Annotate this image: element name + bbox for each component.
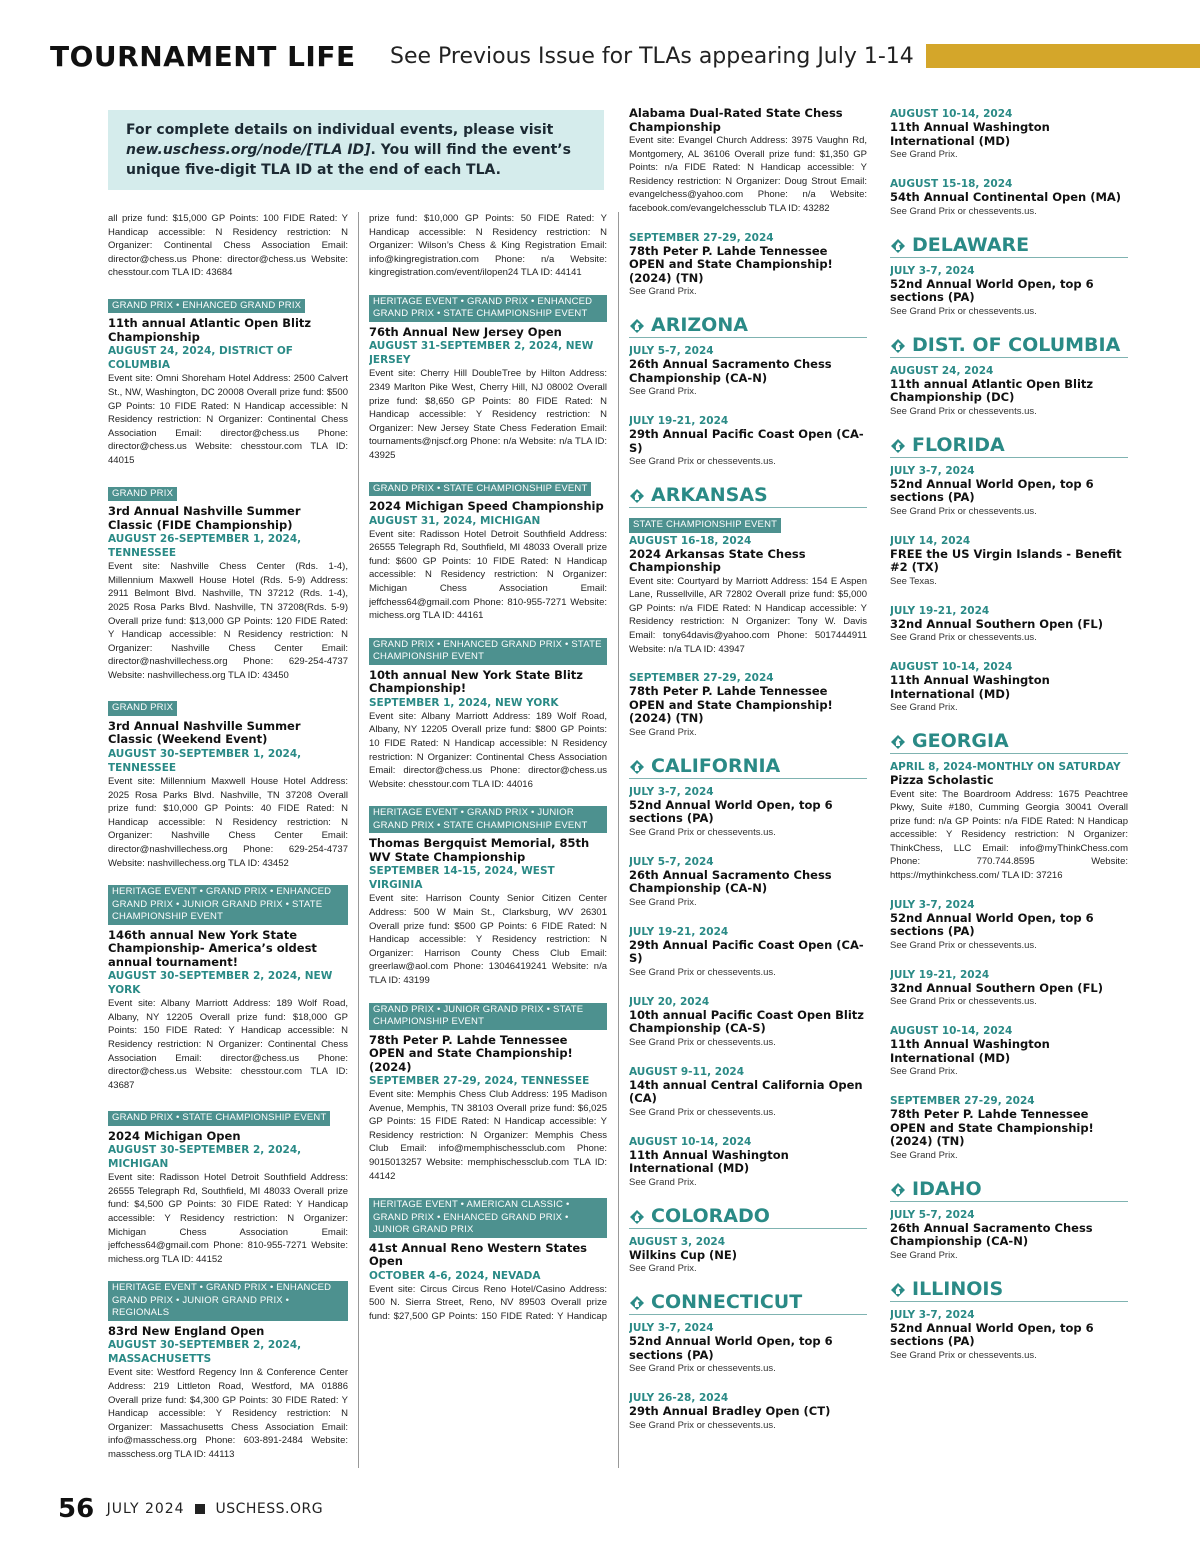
entry-date: AUGUST 24, 2024 <box>890 364 994 377</box>
event-body: Event site: Albany Marriott Address: 189 Wolf Road, Albany, NY 12205 Overall prize fund: $800 GP Points: 10 FIDE Rated: N Handicap accessible: N Residency restriction: N Organizer: Continental Chess Association Email: director@chess.us Phone: director@chess.us Website: chesstour.com TLA ID: 44016 <box>369 710 607 790</box>
event-item <box>890 760 1128 883</box>
state-name: ARIZONA <box>651 314 748 337</box>
entry-title: 10th annual Pacific Coast Open Blitz Championship (CA-S) <box>629 1007 864 1036</box>
state-name: ILLINOIS <box>912 1277 1004 1300</box>
entry-title: 11th Annual Washington International (MD) <box>890 1037 1050 1065</box>
event-item <box>108 697 348 870</box>
entry-date: JULY 20, 2024 <box>629 995 710 1008</box>
entry-date: AUGUST 10-14, 2024 <box>629 1135 752 1148</box>
entry-title: 14th annual Central California Open (CA) <box>629 1077 863 1106</box>
entry-date: JULY 3-7, 2024 <box>890 464 975 477</box>
entry-date: JULY 19-21, 2024 <box>890 604 990 617</box>
event-title: Pizza Scholastic <box>890 773 994 787</box>
knight-icon <box>890 1181 906 1197</box>
event-tags: GRAND PRIX <box>108 487 177 502</box>
event-title: 10th annual New York State Blitz Championship! <box>369 667 583 696</box>
entry-title: 78th Peter P. Lahde Tennessee OPEN and State Championship! (2024) (TN) <box>890 1107 1094 1149</box>
knight-icon <box>890 337 906 353</box>
state-heading <box>629 314 867 338</box>
entry-see-also: See Grand Prix. <box>890 702 958 713</box>
state-heading <box>890 234 1128 258</box>
event-body: Event site: Westford Regency Inn & Conference Center Address: 219 Littleton Road, Westford, MA 01886 Overall prize fund: $4,300 GP Points: 30 FIDE Rated: Y Handicap accessible: Y Residency restriction: N Organizer: Massachusetts Chess Association Email: info@masschess.org Phone: 603-891-2484 Website: masschess.org TLA ID: 44113 <box>108 1367 348 1460</box>
event-item <box>108 483 348 683</box>
event-body: Event site: Albany Marriott Address: 189 Wolf Road, Albany, NY 12205 Overall prize fund: $18,000 GP Points: 150 FIDE Rated: Y Handicap accessible: N Residency restriction: N Organizer: Continental Chess Association Email: director@chess.us Phone: director@chess.us Website: chesstour.com TLA ID: 43687 <box>108 998 348 1091</box>
listing-entry <box>629 414 867 468</box>
entry-see-also: See Grand Prix or chessevents.us. <box>890 305 1037 317</box>
event-date: AUGUST 24, 2024, DISTRICT OF COLUMBIA <box>108 345 293 372</box>
entry-see-also: See Grand Prix or chessevents.us. <box>890 939 1037 951</box>
entry-see-also: See Grand Prix or chessevents.us. <box>890 632 1037 643</box>
event-body: Event site: Radisson Hotel Detroit Southfield Address: 26555 Telegraph Rd, Southfield, MI 48033 Overall prize fund: $600 GP Points: 10 FIDE Rated: N Handicap accessible: N Residency restriction: N Organizer: Michigan Chess Association Email: jeffchess64@gmail.com Phone: 810-955-7271 Website: michess.org TLA ID: 44161 <box>369 528 607 622</box>
entry-date: JULY 19-21, 2024 <box>890 968 990 981</box>
entry-see-also: See Grand Prix or chessevents.us. <box>890 505 1037 517</box>
entry-see-also: See Grand Prix or chessevents.us. <box>890 996 1037 1008</box>
entry-title: 52nd Annual World Open, top 6 sections (PA) <box>629 797 833 826</box>
event-item <box>629 514 867 656</box>
entry-see-also: See Grand Prix or chessevents.us. <box>629 456 776 468</box>
event-item <box>369 1198 607 1322</box>
entry-see-also: See Grand Prix or chessevents.us. <box>629 1036 776 1048</box>
event-title: 146th annual New York State Championship- America’s oldest annual tournament! <box>108 927 317 969</box>
state-block <box>629 755 867 1189</box>
event-body: Event site: Courtyard by Marriott Address: 154 E Aspen Lane, Russellville, AR 72802 Overall prize fund: $5,000 GP Points: n/a FIDE Rated: N Handicap accessible: Y Residency restriction: N Organizer: Tony W. Davis Email: tony64davis@yahoo.com Phone: 5017444911 Website: n/a TLA ID: 43947 <box>629 575 867 655</box>
event-tags: HERITAGE EVENT • GRAND PRIX • ENHANCED GRAND PRIX • STATE CHAMPIONSHIP EVENT <box>369 295 607 322</box>
entry-title: 78th Peter P. Lahde Tennessee OPEN and State Championship! (2024) (TN) <box>629 684 833 726</box>
entry-list <box>629 1321 867 1432</box>
entry-date: AUGUST 10-14, 2024 <box>890 661 1013 673</box>
event-item <box>369 806 607 987</box>
entry-list <box>629 785 867 1189</box>
entry-title: 29th Annual Bradley Open (CT) <box>629 1404 831 1419</box>
event-item <box>108 885 348 1092</box>
knight-icon <box>890 437 906 453</box>
entry-date: JULY 19-21, 2024 <box>629 415 729 428</box>
listing-entry <box>629 671 867 739</box>
listing-entry <box>629 855 867 909</box>
info-line1: For complete details on individual events, please visit <box>126 122 554 138</box>
event-item <box>369 295 607 463</box>
event-item <box>629 107 867 216</box>
entry-title: 26th Annual Sacramento Chess Championship (CA-N) <box>890 1220 1093 1249</box>
column-4 <box>890 107 1128 1467</box>
state-block <box>890 434 1128 715</box>
state-block <box>890 234 1128 318</box>
event-date: APRIL 8, 2024-MONTHLY ON SATURDAY <box>890 761 1121 773</box>
state-heading-georgia: GEORGIA <box>890 730 1128 754</box>
event-date: SEPTEMBER 14-15, 2024, WEST VIRGINIA <box>369 865 555 892</box>
event-item <box>108 295 348 468</box>
event-date: SEPTEMBER 1, 2024, NEW YORK <box>369 696 559 709</box>
knight-icon <box>890 237 906 253</box>
event-date: SEPTEMBER 27-29, 2024, TENNESSEE <box>369 1075 590 1087</box>
event-body: Event site: Nashville Chess Center (Rds. 1-4), Millennium Maxwell House Hotel (Rds. 5-9) Address: 2911 Belmont Blvd. Nashville, TN 37212 (Rds. 1-4), 2025 Rosa Parks Blvd. Nashville, TN 37208(Rds. 5-9) Overall prize fund: $13,000 GP Points: 120 FIDE Rated: Y Handicap accessible: N Residency restriction: N Organizer: Nashville Chess Center Email: director@nashvillechess.org Phone: 629-254-4737 Website: nashvillechess.org TLA ID: 43450 <box>108 561 348 681</box>
event-tags: STATE CHAMPIONSHIP EVENT <box>629 518 781 533</box>
entry-title: 52nd Annual World Open, top 6 sections (PA) <box>629 1334 833 1362</box>
entry-see-also: See Grand Prix. <box>629 896 697 908</box>
event-title: 41st Annual Reno Western States Open <box>369 1240 588 1269</box>
event-list <box>108 295 348 1472</box>
entry-see-also: See Grand Prix or chessevents.us. <box>629 1106 776 1118</box>
event-date: AUGUST 31, 2024, MICHIGAN <box>369 514 541 527</box>
column-3 <box>629 107 867 1467</box>
entry-date: JULY 3-7, 2024 <box>890 898 975 911</box>
entry-see-also: See Texas. <box>890 575 937 587</box>
entry-see-also: See Grand Prix or chessevents.us. <box>890 1349 1037 1361</box>
continued-text: all prize fund: $15,000 GP Points: 100 FIDE Rated: Y Handicap accessible: N Residency restriction: N Organizer: Continental Chess Association Email: director@chess.us Phone: director@chess.us Website: chesstour.com TLA ID: 43684 <box>108 213 348 279</box>
state-heading <box>890 434 1128 458</box>
event-tags: GRAND PRIX • JUNIOR GRAND PRIX • STATE CHAMPIONSHIP EVENT <box>369 1003 607 1030</box>
event-item <box>369 1003 607 1184</box>
listing-entry <box>890 898 1128 952</box>
entry-date: JULY 3-7, 2024 <box>890 1308 975 1321</box>
entry-list <box>890 464 1128 715</box>
event-tags: HERITAGE EVENT • AMERICAN CLASSIC • GRAND PRIX • ENHANCED GRAND PRIX • JUNIOR GRAND PRIX <box>369 1198 607 1238</box>
entry-list <box>890 107 1128 218</box>
state-name: FLORIDA <box>912 433 1005 456</box>
state-block <box>629 1205 867 1276</box>
listing-entry <box>890 1094 1128 1162</box>
entry-title: FREE the US Virgin Islands - Benefit #2 (TX) <box>890 546 1122 574</box>
entry-title: 32nd Annual Southern Open (FL) <box>890 980 1104 995</box>
event-title: 3rd Annual Nashville Summer Classic (FIDE Championship) <box>108 504 301 532</box>
event-tags: GRAND PRIX • ENHANCED GRAND PRIX <box>108 299 305 314</box>
entry-see-also: See Grand Prix. <box>629 726 697 738</box>
entry-see-also: See Grand Prix. <box>629 286 697 298</box>
listing-entry <box>629 925 867 979</box>
listing-entry <box>629 1135 867 1189</box>
event-title: 83rd New England Open <box>108 1323 265 1338</box>
event-body: Event site: Omni Shoreham Hotel Address: 2500 Calvert St., NW, Washington, DC 20008 Overall prize fund: $500 GP Points: 10 FIDE Rated: N Handicap accessible: N Residency restriction: N Organizer: Continental Chess Association Email: director@chess.us Phone: director@chess.us Website: chesstour.com TLA ID: 44015 <box>108 373 348 467</box>
entry-date: AUGUST 10-14, 2024 <box>890 1025 1013 1038</box>
listing-entry <box>890 1024 1128 1078</box>
page-footer <box>58 1494 323 1524</box>
listing-entry <box>890 660 1128 714</box>
state-name: DIST. OF COLUMBIA <box>912 333 1121 356</box>
page-number: 56 <box>58 1494 95 1524</box>
footer-square-divider <box>195 1504 205 1514</box>
state-block <box>890 1278 1128 1362</box>
event-title: Thomas Bergquist Memorial, 85th WV State Championship <box>369 836 590 864</box>
entry-see-also: See Grand Prix or chessevents.us. <box>890 205 1037 217</box>
entry-title: 78th Peter P. Lahde Tennessee OPEN and State Championship! (2024) (TN) <box>629 243 833 285</box>
event-title: 76th Annual New Jersey Open <box>369 324 562 339</box>
event-body: Event site: Cherry Hill DoubleTree by Hilton Address: 2349 Marlton Pike West, Cherry Hill, NJ 08002 Overall prize fund: $8,650 GP Points: 80 FIDE Rated: N Handicap accessible: Y Residency restriction: N Organizer: New Jersey State Chess Federation Email: tournaments@njscf.org Phone: n/a Website: n/a TLA ID: 43925 <box>369 368 607 462</box>
event-date: AUGUST 30-SEPTEMBER 2, 2024, MASSACHUSETTS <box>108 1339 302 1366</box>
entry-title: 26th Annual Sacramento Chess Championship (CA-N) <box>629 357 832 385</box>
state-name: IDAHO <box>912 1177 982 1200</box>
entry-see-also: See Grand Prix or chessevents.us. <box>890 405 1037 417</box>
state-name: DELAWARE <box>912 233 1030 256</box>
event-title: 3rd Annual Nashville Summer Classic (Weekend Event) <box>108 718 301 747</box>
knight-icon <box>890 733 906 749</box>
event-tags: GRAND PRIX • STATE CHAMPIONSHIP EVENT <box>369 482 591 497</box>
info-line2: . You will find the event’s unique five-digit TLA ID at the end of each TLA. <box>126 142 571 178</box>
entry-see-also: See Grand Prix or chessevents.us. <box>629 966 776 978</box>
event-date: AUGUST 30-SEPTEMBER 1, 2024, TENNESSEE <box>108 747 302 774</box>
state-block <box>890 1178 1128 1262</box>
state-name: COLORADO <box>651 1204 770 1227</box>
knight-icon <box>629 1208 645 1224</box>
entry-date: JULY 3-7, 2024 <box>629 1322 714 1335</box>
listing-entry <box>629 995 867 1049</box>
listing-entry <box>629 1065 867 1119</box>
entry-see-also: See Grand Prix or chessevents.us. <box>629 1363 776 1375</box>
event-list <box>369 295 607 1322</box>
entry-see-also: See Grand Prix. <box>890 1066 958 1078</box>
event-date: AUGUST 30-SEPTEMBER 2, 2024, MICHIGAN <box>108 1144 302 1171</box>
listing-entry <box>629 344 867 398</box>
listing-entry <box>890 1208 1128 1262</box>
issue-date: JULY 2024 <box>106 1501 185 1517</box>
state-name: CALIFORNIA <box>651 754 781 777</box>
entry-list <box>629 671 867 739</box>
knight-icon <box>629 487 645 503</box>
event-body: Event site: Millennium Maxwell House Hotel Address: 2025 Rosa Parks Blvd. Nashville, TN 37208 Overall prize fund: $10,000 GP Points: 40 FIDE Rated: N Handicap accessible: N Residency restriction: N Organizer: Nashville Chess Center Email: director@nashvillechess.org Phone: 629-254-4737 Website: nashvillechess.org TLA ID: 43452 <box>108 775 348 869</box>
entry-list <box>890 1308 1128 1362</box>
entry-title: Wilkins Cup (NE) <box>629 1247 738 1262</box>
event-tags: GRAND PRIX <box>108 701 177 716</box>
entry-list <box>629 344 867 468</box>
entry-list <box>890 364 1128 418</box>
entry-list <box>629 231 867 299</box>
entry-title: 32nd Annual Southern Open (FL) <box>890 616 1104 631</box>
event-body: Event site: Circus Circus Reno Hotel/Casino Address: 500 N. Sierra Street, Reno, NV 89503 Overall prize fund: $27,500 GP Points: 150 FIDE Rated: Y Handicap <box>369 1283 607 1322</box>
entry-date: JULY 3-7, 2024 <box>629 785 714 798</box>
entry-date: SEPTEMBER 27-29, 2024 <box>890 1095 1035 1108</box>
entry-date: AUGUST 15-18, 2024 <box>890 178 1013 190</box>
entry-date: JULY 19-21, 2024 <box>629 925 729 938</box>
footer-site[interactable]: USCHESS.ORG <box>215 1501 324 1517</box>
event-date: AUGUST 30-SEPTEMBER 2, 2024, NEW YORK <box>108 970 333 997</box>
entry-see-also: See Grand Prix or chessevents.us. <box>629 826 776 838</box>
entry-date: JULY 5-7, 2024 <box>629 345 714 358</box>
event-title: 78th Peter P. Lahde Tennessee OPEN and State Championship! (2024) <box>369 1032 573 1074</box>
entry-see-also: See Grand Prix. <box>890 149 958 160</box>
info-url[interactable]: new.uschess.org/node/[TLA ID] <box>126 142 371 158</box>
entry-date: AUGUST 10-14, 2024 <box>890 108 1013 120</box>
event-date: AUGUST 16-18, 2024 <box>629 534 752 547</box>
listing-entry <box>629 1321 867 1375</box>
listing-entry <box>629 1391 867 1432</box>
page-section-subtitle: See Previous Issue for TLAs appearing July 1-14 <box>390 44 914 69</box>
listing-entry <box>890 534 1128 588</box>
state-heading-arkansas: ARKANSAS <box>629 484 867 508</box>
state-heading <box>890 1278 1128 1302</box>
event-item <box>369 478 607 623</box>
listing-entry <box>890 177 1128 218</box>
event-title: 11th annual Atlantic Open Blitz Championship <box>108 316 312 344</box>
knight-icon <box>629 317 645 333</box>
event-body: Event site: Radisson Hotel Detroit Southfield Address: 26555 Telegraph Rd, Southfield, MI 48033 Overall prize fund: $4,500 GP Points: 30 FIDE Rated: Y Handicap accessible: Y Residency restriction: N Organizer: Michigan Chess Association Email: jeffchess64@gmail.com Phone: 810-955-7271 Website: michess.org TLA ID: 44152 <box>108 1172 348 1265</box>
event-tags: HERITAGE EVENT • GRAND PRIX • ENHANCED GRAND PRIX • JUNIOR GRAND PRIX • REGIONALS <box>108 1281 348 1321</box>
column-divider <box>618 212 619 1468</box>
entry-date: JULY 3-7, 2024 <box>890 264 975 277</box>
listing-entry <box>890 604 1128 645</box>
entry-date: JULY 5-7, 2024 <box>890 1208 975 1221</box>
entry-title: 52nd Annual World Open, top 6 sections (PA) <box>890 1320 1094 1349</box>
page-section-title: TOURNAMENT LIFE <box>50 40 356 73</box>
entry-title: 29th Annual Pacific Coast Open (CA-S) <box>629 937 864 966</box>
listing-entry <box>629 231 867 299</box>
knight-icon <box>629 1294 645 1310</box>
listing-entry <box>629 785 867 839</box>
event-item <box>369 638 607 792</box>
event-date: OCTOBER 4-6, 2024, NEVADA <box>369 1269 541 1282</box>
state-heading <box>629 755 867 779</box>
entry-date: AUGUST 3, 2024 <box>629 1235 726 1248</box>
entry-see-also: See Grand Prix. <box>890 1149 958 1161</box>
column-1 <box>108 212 348 1472</box>
entry-title: 52nd Annual World Open, top 6 sections (PA) <box>890 476 1094 504</box>
entry-see-also: See Grand Prix. <box>629 386 697 398</box>
event-tags: HERITAGE EVENT • GRAND PRIX • JUNIOR GRAND PRIX • STATE CHAMPIONSHIP EVENT <box>369 806 607 833</box>
event-tags: GRAND PRIX • STATE CHAMPIONSHIP EVENT <box>108 1111 330 1126</box>
event-date: AUGUST 26-SEPTEMBER 1, 2024, TENNESSEE <box>108 533 302 560</box>
info-box <box>108 110 604 190</box>
state-heading <box>629 1205 867 1229</box>
event-title: 2024 Arkansas State Chess Championship <box>629 546 806 575</box>
listing-entry <box>890 1308 1128 1362</box>
entry-title: 11th annual Atlantic Open Blitz Championship (DC) <box>890 376 1094 404</box>
event-date: AUGUST 31-SEPTEMBER 2, 2024, NEW JERSEY <box>369 340 594 367</box>
event-body: Event site: The Boardroom Address: 1675 Peachtree Pkwy, Suite #180, Cumming Georgia 30041 Overall prize fund: n/a GP Points: n/a FIDE Rated: N Handicap accessible: Y Residency restriction: N Organizer: ThinkChess, LLC Email: info@myThinkChess.com Phone: 770.744.8595 Website: https://mythinkchess.com/ TLA ID: 37216 <box>890 788 1128 882</box>
listing-entry <box>890 464 1128 518</box>
entry-title: 11th Annual Washington International (MD) <box>629 1147 789 1176</box>
event-body: Event site: Memphis Chess Club Address: 195 Madison Avenue, Memphis, TN 38103 Overall prize fund: $6,025 GP Points: 15 FIDE Rated: N Handicap accessible: Y Residency restriction: N Organizer: Memphis Chess Club Email: info@memphischessclub.com Phone: 9015013257 Website: memphischessclub.com TLA ID: 44142 <box>369 1089 607 1182</box>
entry-title: 52nd Annual World Open, top 6 sections (PA) <box>890 910 1094 939</box>
entry-title: 52nd Annual World Open, top 6 sections (PA) <box>890 276 1094 304</box>
entry-title: 54th Annual Continental Open (MA) <box>890 190 1122 204</box>
entry-date: JULY 26-28, 2024 <box>629 1392 729 1405</box>
state-block <box>890 334 1128 418</box>
event-title: 2024 Michigan Open <box>108 1128 241 1143</box>
continued-text: prize fund: $10,000 GP Points: 50 FIDE Rated: Y Handicap accessible: N Residency restriction: N Organizer: Wilson’s Chess & King Registration Email: info@kingregistration.com Phone: n/a Website: kingregistration.com/event/ilopen24 TLA ID: 44141 <box>369 213 607 279</box>
listing-entry <box>890 364 1128 418</box>
event-title: 2024 Michigan Speed Championship <box>369 499 604 514</box>
state-name: CONNECTICUT <box>651 1291 803 1314</box>
entry-title: 11th Annual Washington International (MD) <box>890 673 1050 701</box>
state-heading <box>890 1178 1128 1202</box>
event-item <box>108 1281 348 1461</box>
entry-date: JULY 5-7, 2024 <box>629 855 714 868</box>
event-body: Event site: Harrison County Senior Citizen Center Address: 500 W Main St., Clarksburg, WV 26301 Overall prize fund: $500 GP Points: 6 FIDE Rated: N Handicap accessible: Y Residency restriction: N Organizer: Harrison County Chess Club Email: greerlaw@aol.com Phone: 13046419241 Website: n/a TLA ID: 43199 <box>369 893 607 986</box>
event-title: Alabama Dual-Rated State Chess Championship <box>629 107 843 134</box>
listing-entry <box>890 968 1128 1009</box>
entry-see-also: See Grand Prix. <box>629 1176 697 1188</box>
entry-see-also: See Grand Prix. <box>890 1249 958 1261</box>
entry-list <box>629 1235 867 1276</box>
entry-date: JULY 14, 2024 <box>890 534 971 547</box>
entry-title: 11th Annual Washington International (MD) <box>890 120 1050 148</box>
entry-date: SEPTEMBER 27-29, 2024 <box>629 672 774 685</box>
state-block <box>629 1291 867 1432</box>
entry-list <box>890 264 1128 318</box>
state-heading <box>629 1291 867 1315</box>
state-block <box>629 314 867 468</box>
event-tags: HERITAGE EVENT • GRAND PRIX • ENHANCED GRAND PRIX • JUNIOR GRAND PRIX • STATE CHAMPIONSHIP EVENT <box>108 885 348 925</box>
column-divider <box>358 212 359 1468</box>
entry-see-also: See Grand Prix. <box>629 1263 697 1275</box>
entry-list <box>890 1208 1128 1262</box>
header-accent-bar <box>926 44 1200 68</box>
entry-see-also: See Grand Prix or chessevents.us. <box>629 1419 776 1431</box>
listing-entry <box>629 1235 867 1276</box>
entry-date: SEPTEMBER 27-29, 2024 <box>629 231 774 244</box>
event-item <box>108 1107 348 1266</box>
state-heading <box>890 334 1128 358</box>
event-body: Event site: Evangel Church Address: 3975 Vaughn Rd, Montgomery, AL 36106 Overall prize fund: $1,350 GP Points: n/a FIDE Rated: N Handicap accessible: Y Residency restriction: N Organizer: Doug Strout Email: evangelchess@yahoo.com Phone: n/a Website: facebook.com/evangelchessclub TLA ID: 43282 <box>629 135 867 214</box>
entry-title: 26th Annual Sacramento Chess Championship (CA-N) <box>629 867 832 896</box>
event-tags: GRAND PRIX • ENHANCED GRAND PRIX • STATE CHAMPIONSHIP EVENT <box>369 638 607 665</box>
entry-date: AUGUST 9-11, 2024 <box>629 1065 744 1078</box>
entry-title: 29th Annual Pacific Coast Open (CA-S) <box>629 427 864 455</box>
knight-icon <box>629 758 645 774</box>
listing-entry <box>890 264 1128 318</box>
entry-list <box>890 898 1128 1162</box>
knight-icon <box>890 1281 906 1297</box>
listing-entry <box>890 107 1128 161</box>
column-2 <box>369 212 607 1322</box>
